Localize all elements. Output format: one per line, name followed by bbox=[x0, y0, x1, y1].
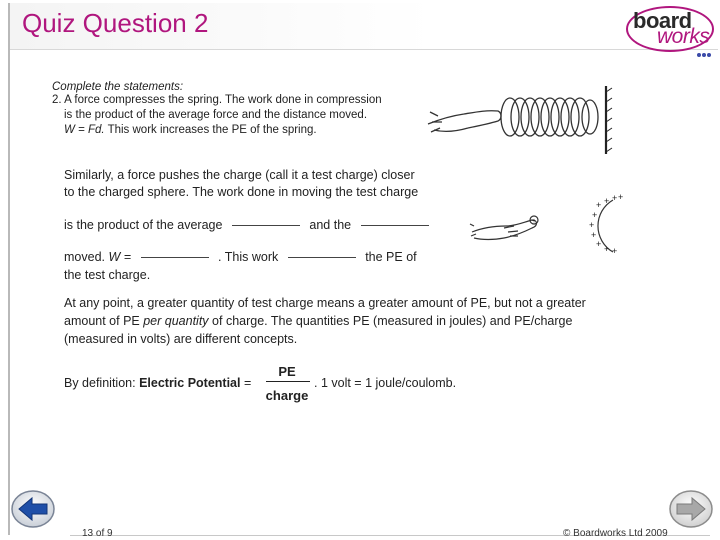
charged-sphere-illustration bbox=[468, 192, 638, 264]
anypoint-line2-italic: per quantity bbox=[143, 314, 209, 328]
page-indicator: 13 of 9 bbox=[82, 528, 113, 539]
next-slide-button[interactable] bbox=[668, 489, 714, 529]
svg-text:+: + bbox=[589, 220, 595, 230]
work-formula: W = Fd. bbox=[64, 124, 105, 136]
anypoint-line1: At any point, a greater quantity of test charge means a greater amount of PE, but not a greater bbox=[64, 296, 586, 310]
definition-eq: = bbox=[243, 376, 252, 390]
fraction-denominator: charge bbox=[265, 388, 309, 403]
definition-suffix: . 1 volt = 1 joule/coulomb. bbox=[314, 376, 457, 390]
anypoint-line2-a: amount of PE bbox=[64, 314, 140, 328]
blank-1 bbox=[232, 225, 300, 226]
previous-slide-button[interactable] bbox=[10, 489, 56, 529]
similarly-line4-c: the PE of bbox=[365, 250, 417, 264]
similarly-line2: to the charged sphere. The work done in moving the test charge bbox=[64, 185, 419, 199]
item2-line2: is the product of the average force and the distance moved. bbox=[64, 109, 368, 121]
svg-text:+: + bbox=[618, 192, 624, 202]
similarly-line1: Similarly, a force pushes the charge (call it a test charge) closer bbox=[64, 168, 415, 182]
svg-text:+: + bbox=[591, 230, 597, 240]
similarly-line4 bbox=[64, 250, 417, 264]
svg-text:+: + bbox=[612, 246, 618, 256]
spring-illustration bbox=[424, 86, 614, 156]
similarly-line4-a: moved. bbox=[64, 250, 105, 264]
svg-text:+: + bbox=[604, 196, 610, 206]
svg-text:+: + bbox=[604, 244, 610, 254]
definition-term: Electric Potential bbox=[139, 376, 241, 390]
intro-text: Complete the statements: bbox=[52, 81, 184, 93]
svg-text:+: + bbox=[532, 218, 537, 225]
fraction-numerator: PE bbox=[278, 364, 296, 379]
page-title: Quiz Question 2 bbox=[22, 8, 209, 38]
similarly-line3 bbox=[64, 218, 435, 232]
anypoint-line2 bbox=[64, 314, 572, 328]
svg-text:+: + bbox=[612, 193, 618, 203]
item2-line3 bbox=[64, 124, 317, 136]
copyright-text: © Boardworks Ltd 2009 bbox=[563, 528, 668, 539]
blank-4 bbox=[288, 257, 356, 258]
item2-line3-rest: This work increases the PE of the spring. bbox=[107, 124, 317, 136]
anypoint-line2-b: of charge. The quantities PE (measured in joules) and PE/charge bbox=[212, 314, 573, 328]
similarly-line3-a: is the product of the average bbox=[64, 218, 223, 232]
svg-text:+: + bbox=[592, 210, 598, 220]
svg-text:+: + bbox=[596, 239, 602, 249]
similarly-line4-b: . This work bbox=[218, 250, 279, 264]
definition-line bbox=[64, 376, 251, 390]
similarly-line3-b: and the bbox=[309, 218, 352, 232]
anypoint-line3: (measured in volts) are different concepts. bbox=[64, 332, 298, 346]
similarly-line5: the test charge. bbox=[64, 268, 151, 282]
blank-3 bbox=[141, 257, 209, 258]
arrow-right-icon bbox=[668, 489, 714, 529]
logo-word-works: works bbox=[657, 25, 710, 48]
definition-prefix: By definition: bbox=[64, 376, 136, 390]
logo-word-board: board bbox=[633, 8, 692, 33]
arrow-left-icon bbox=[10, 489, 56, 529]
fraction-bar bbox=[266, 381, 310, 382]
svg-text:+: + bbox=[596, 200, 602, 210]
item2-line1: 2. A force compresses the spring. The work done in compression bbox=[52, 94, 382, 106]
similarly-line4-w: W = bbox=[108, 250, 132, 264]
blank-2 bbox=[361, 225, 429, 226]
